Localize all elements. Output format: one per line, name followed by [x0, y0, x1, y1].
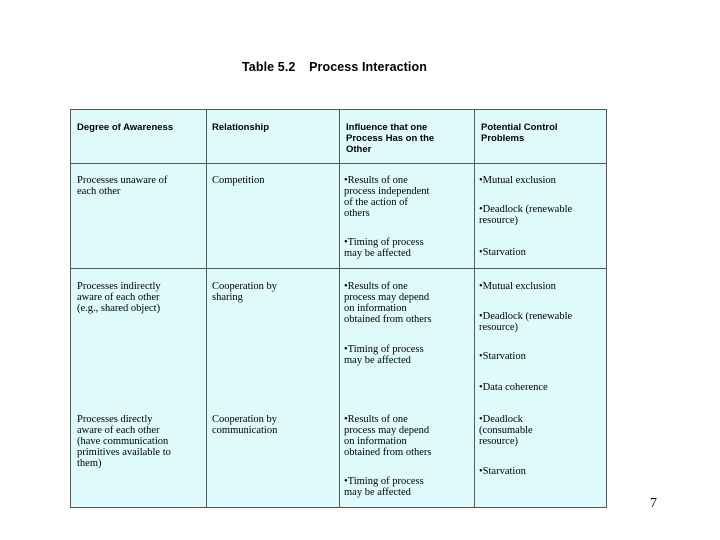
row-divider — [71, 268, 606, 269]
column-divider — [206, 110, 207, 507]
header-problems: Potential Control Problems — [481, 122, 558, 144]
row3-influence-item: •Timing of process may be affected — [344, 476, 424, 498]
row2-relationship: Cooperation by sharing — [212, 281, 278, 303]
row3-problem-item: •Deadlock (consumable resource) — [479, 414, 533, 447]
row3-awareness: Processes directly aware of each other (have communication primitives available to them) — [77, 414, 171, 469]
table-caption — [242, 60, 427, 74]
column-divider — [474, 110, 475, 507]
row2-influence-item: •Timing of process may be affected — [344, 344, 424, 366]
table-title: Process Interaction — [309, 60, 427, 74]
row1-relationship: Competition — [212, 175, 265, 186]
row2-problem-item: •Data coherence — [479, 382, 548, 393]
row1-problem-item: •Starvation — [479, 247, 526, 258]
row1-influence-item: •Timing of process may be affected — [344, 237, 424, 259]
row2-problem-item: •Starvation — [479, 351, 526, 362]
row3-relationship: Cooperation by communication — [212, 414, 278, 436]
table-number: Table 5.2 — [242, 60, 296, 74]
header-relationship: Relationship — [212, 122, 270, 133]
header-awareness: Degree of Awareness — [77, 122, 174, 133]
row2-problem-item: •Deadlock (renewable resource) — [479, 311, 573, 333]
row1-problem-item: •Mutual exclusion — [479, 175, 556, 186]
row3-problem-item: •Starvation — [479, 466, 526, 477]
row1-awareness: Processes unaware of each other — [77, 175, 168, 197]
row1-problem-item: •Deadlock (renewable resource) — [479, 204, 573, 226]
page-number: 7 — [650, 496, 657, 511]
header-divider — [71, 163, 606, 164]
process-interaction-table — [70, 109, 607, 508]
row2-problem-item: •Mutual exclusion — [479, 281, 556, 292]
row2-awareness: Processes indirectly aware of each other (e.g., shared object) — [77, 281, 161, 314]
column-divider — [339, 110, 340, 507]
row1-influence-item: •Results of one process independent of the action of others — [344, 175, 430, 219]
header-influence: Influence that one Process Has on the Other — [346, 122, 435, 155]
row3-influence-item: •Results of one process may depend on information obtained from others — [344, 414, 432, 458]
row2-influence-item: •Results of one process may depend on information obtained from others — [344, 281, 432, 325]
